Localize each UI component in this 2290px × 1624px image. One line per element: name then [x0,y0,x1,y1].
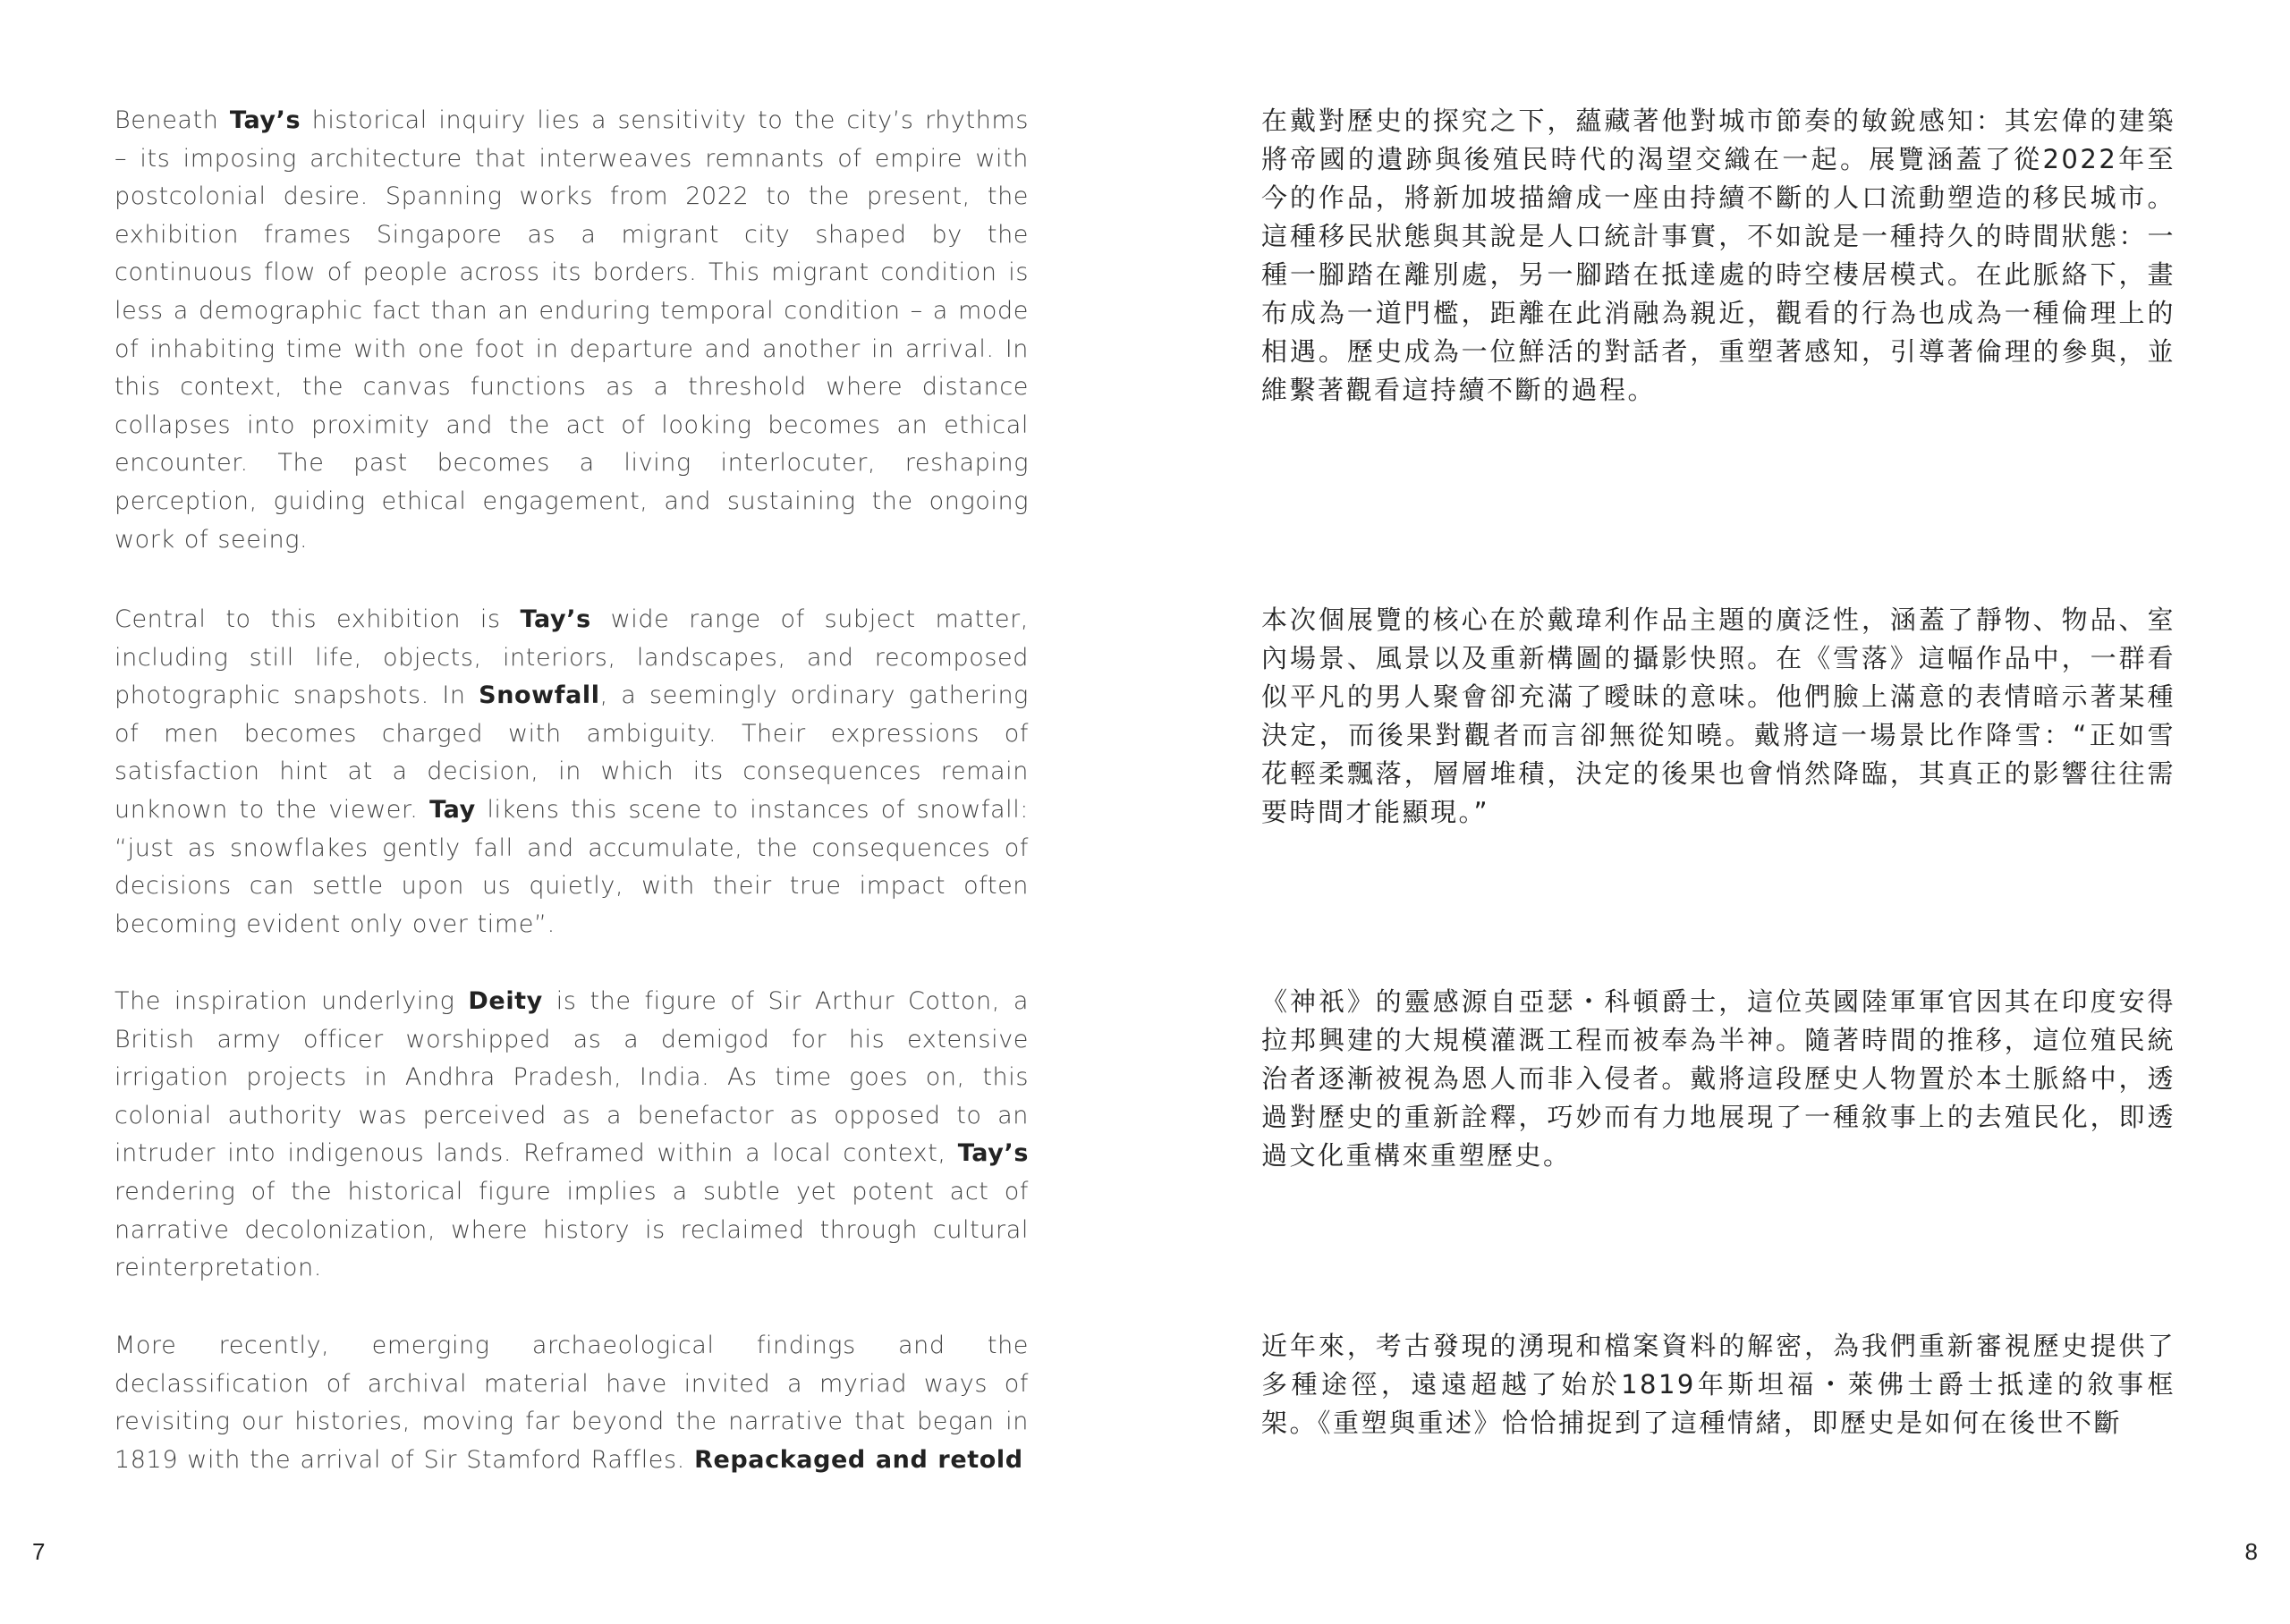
left-paragraph-2 [114,601,1029,943]
left-paragraph-3 [114,983,1029,1288]
right-paragraph-2: 本次個展覽的核心在於戴瑋利作品主題的廣泛性，涵蓋了靜物、物品、室內場景、風景以及重新構圖的攝影快照。在《雪落》這幅作品中，一群看似平凡的男人聚會卻充滿了曖昧的意味。他們臉上滿意的表情暗示著某種決定，而後果對觀者而言卻無從知曉。戴將這一場景比作降雪：“正如雪花輕柔飄落，層層堆積，決定的後果也會悄然降臨，其真正的影響往往需要時間才能顯現。” [1261,605,2176,827]
right-page-number: 8 [2244,1538,2258,1565]
body-text: rendering of the historical figure implies a subtle yet potent act of narrative decolonization, where history is reclaimed through cultural reinterpretation. [114,1177,1029,1282]
body-text: More recently, emerging archaeological findings and the declassification of archival material have invited a myriad ways of revisiting our histories, moving far beyond the narrative that began in 1819 with the arrival of Sir Stamford Raffles. [114,1332,1029,1474]
emphasized-text: Tay’s [229,106,301,134]
right-paragraph-3: 《神祇》的靈感源自亞瑟・科頓爵士，這位英國陸軍軍官因其在印度安得拉邦興建的大規模灌溉工程而被奉為半神。隨著時間的推移，這位殖民統治者逐漸被視為恩人而非入侵者。戴將這段歷史人物置於本土脈絡中，透過對歷史的重新詮釋，巧妙而有力地展現了一種敘事上的去殖民化，即透過文化重構來重塑歷史。 [1261,986,2176,1171]
emphasized-text: Deity [468,987,543,1015]
body-text: wide range of subject matter, including still life, objects, interiors, landscapes, and recomposed photographic snapshots. In [114,605,1029,710]
emphasized-text: Tay’s [520,605,591,633]
body-text: is the figure of Sir Arthur Cotton, a British army officer worshipped as a demigod for his extensive irrigation projects in Andhra Pradesh, India. As time goes on, this colonial authority was perceived as a benefactor as opposed to an intruder into indigenous lands. Reframed within a local context, [114,987,1029,1168]
left-page-number: 7 [32,1538,46,1565]
right-paragraph-4: 近年來，考古發現的湧現和檔案資料的解密，為我們重新審視歷史提供了多種途徑，遠遠超越了始於1819年斯坦福・萊佛士爵士抵達的敘事框架。《重塑與重述》恰恰捕捉到了這種情緒，即歷史是如何在後世不斷 [1261,1331,2176,1438]
right-paragraph-1: 在戴對歷史的探究之下，蘊藏著他對城市節奏的敏銳感知：其宏偉的建築將帝國的遺跡與後殖民時代的渴望交織在一起。展覽涵蓋了從2022年至今的作品，將新加坡描繪成一座由持續不斷的人口流動塑造的移民城市。這種移民狀態與其說是人口統計事實，不如說是一種持久的時間狀態：一種一腳踏在離別處，另一腳踏在抵達處的時空棲居模式。在此脈絡下，畫布成為一道門檻，距離在此消融為親近，觀看的行為也成為一種倫理上的相遇。歷史成為一位鮮活的對話者，重塑著感知，引導著倫理的參與，並維繫著觀看這持續不斷的過程。 [1261,106,2176,405]
emphasized-text: Repackaged and retold [694,1445,1023,1474]
body-text: The inspiration underlying [114,987,469,1015]
body-text: historical inquiry lies a sensitivity to the city’s rhythms – its imposing architecture that interweaves remnants of empire with postcolonial desire. Spanning works from 2022 to the present, the exhibition frames Singapore as a migrant city shaped by the continuous flow of people across its borders. This migrant condition is less a demographic fact than an enduring temporal condition – a mode of inhabiting time with one foot in departure and another in arrival. In this context, the canvas functions as a threshold where distance collapses into proximity and the act of looking becomes an ethical encounter. The past becomes a living interlocuter, reshaping perception, guiding ethical engagement, and sustaining the ongoing work of seeing. [114,106,1029,554]
body-text: Beneath [114,106,230,134]
emphasized-text: Tay’s [957,1139,1029,1168]
emphasized-text: Snowfall [479,681,600,710]
body-text: Central to this exhibition is [114,605,521,633]
body-text: , a seemingly ordinary gathering of men becomes charged with ambiguity. Their expressions of satisfaction hint at a decision, in which its consequences remain unknown to the viewer. [114,681,1029,824]
body-text: likens this scene to instances of snowfall: “just as snowflakes gently fall and accumulate, the consequences of decisions can settle upon us quietly, with their true impact often becoming evident only over time”. [114,795,1030,938]
left-paragraph-1 [114,102,1029,559]
left-paragraph-4 [114,1327,1029,1479]
emphasized-text: Tay [429,795,476,824]
